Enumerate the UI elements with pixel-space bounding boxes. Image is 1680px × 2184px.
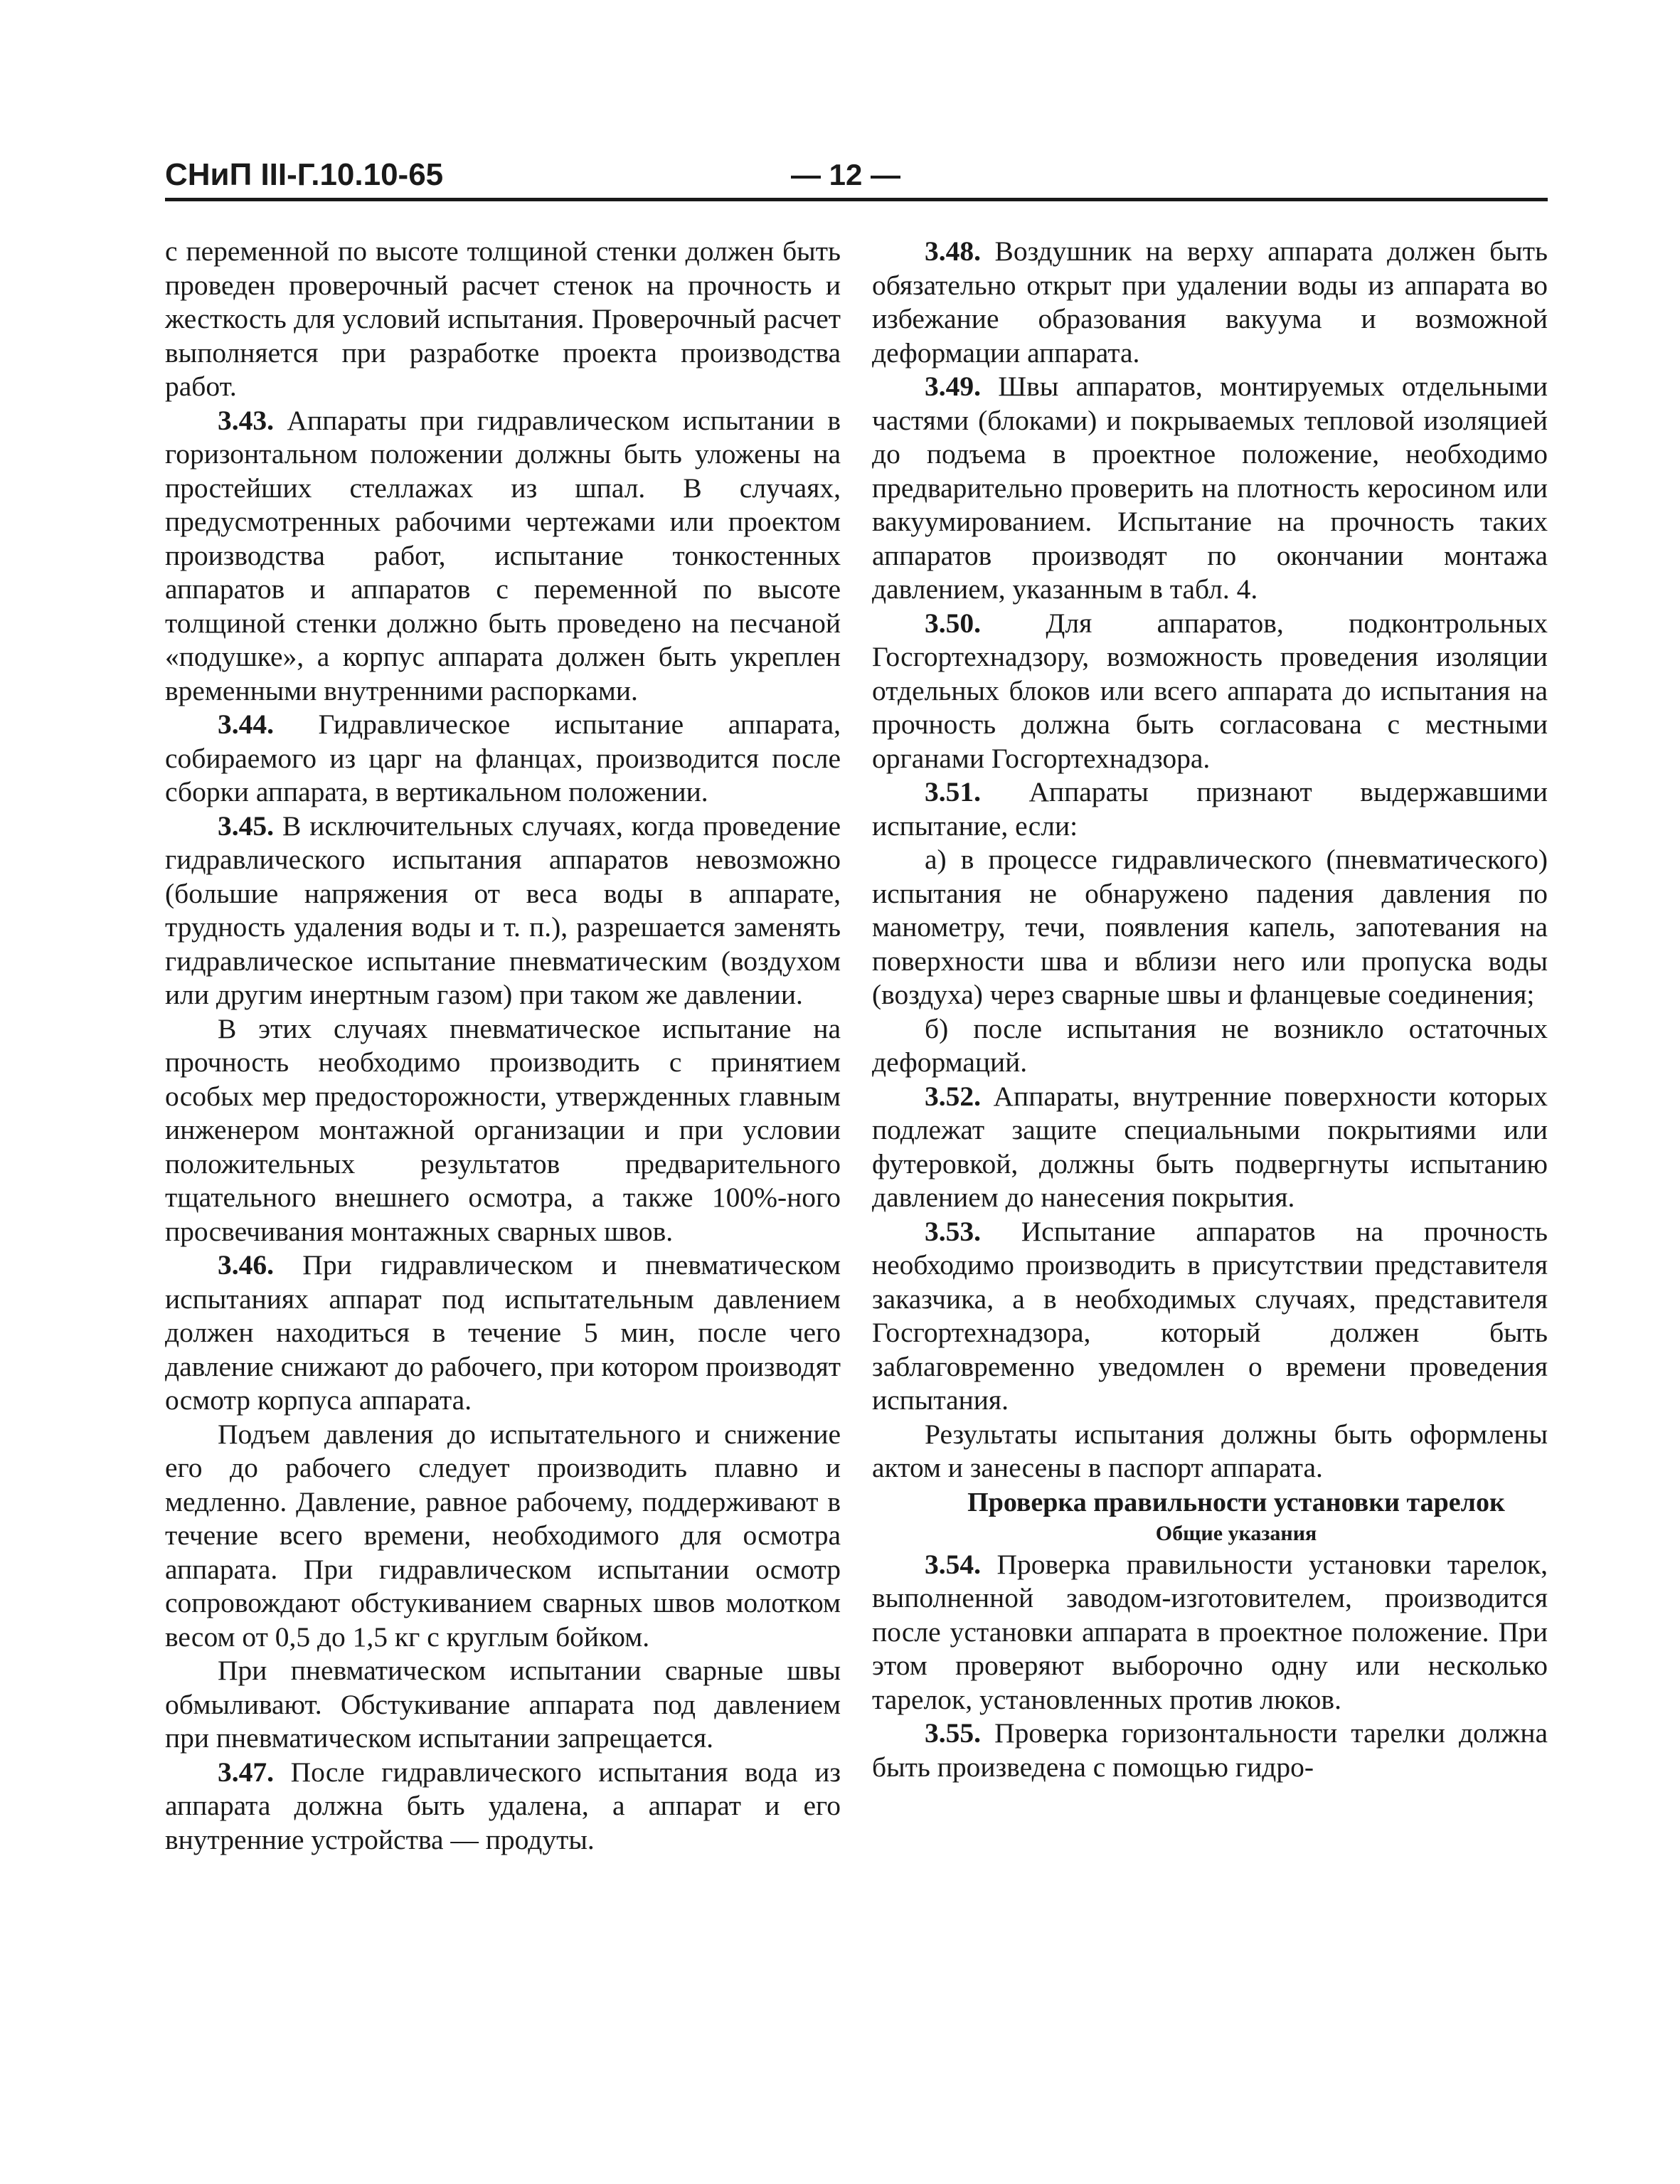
paragraph-3-48: 3.48. Воздушник на верху аппарата должен быть обязательно открыт при удалении воды из аппарата во избежание образования вакуума и возможной деформации аппарата. bbox=[872, 235, 1548, 369]
paragraph-3-44: 3.44. Гидравлическое испытание аппарата, собираемого из царг на фланцах, производится после сборки аппарата, в вертикальном положении. bbox=[165, 709, 841, 807]
clause-number: 3.45. bbox=[218, 810, 274, 842]
header-rule bbox=[165, 198, 1548, 201]
paragraph-3-55: 3.55. Проверка горизонтальности тарелки должна быть произведена с помощью гидро- bbox=[872, 1717, 1548, 1783]
left-column bbox=[165, 235, 841, 1857]
clause-number: 3.46. bbox=[218, 1249, 274, 1281]
paragraph: Результаты испытания должны быть оформлены актом и занесены в паспорт аппарата. bbox=[872, 1418, 1548, 1483]
right-column bbox=[872, 235, 1548, 1784]
paragraph-3-45: 3.45. В исключительных случаях, когда проведение гидравлического испытания аппаратов невозможно (большие напряжения от веса воды в аппарате, трудность удаления воды и т. п.), разрешается заменять гидравлическое испытание пневматическим (воздухом или другим инертным газом) при таком же давлении. bbox=[165, 810, 841, 1010]
clause-number: 3.54. bbox=[925, 1548, 981, 1580]
clause-number: 3.50. bbox=[925, 607, 981, 639]
paragraph-3-53: 3.53. Испытание аппаратов на прочность необходимо производить в присутствии представителя заказчика, а в необходимых случаях, представителя Госгортехнадзора, который должен быть заблаговременно уведомлен о времени проведения испытания. bbox=[872, 1215, 1548, 1416]
clause-number: 3.43. bbox=[218, 404, 274, 436]
paragraph-3-46: 3.46. При гидравлическом и пневматическом испытаниях аппарат под испытательным давлением должен находиться в течение 5 мин, после чего давление снижают до рабочего, при котором производят осмотр корпуса аппарата. bbox=[165, 1249, 841, 1416]
paragraph: В этих случаях пневматическое испытание на прочность необходимо производить с принятием особых мер предосторожности, утвержденных главным инженером монтажной организации и при условии положительных результатов предварительного тщательного внешнего осмотра, а также 100%-ного просвечивания монтажных сварных швов. bbox=[165, 1012, 841, 1247]
paragraph-3-52: 3.52. Аппараты, внутренние поверхности которых подлежат защите специальными покрытиями или футеровкой, должны быть подвергнуты испытанию давлением до нанесения покрытия. bbox=[872, 1080, 1548, 1213]
paragraph-3-43: 3.43. Аппараты при гидравлическом испытании в горизонтальном положении должны быть уложены на простейших стеллажах из шпал. В случаях, предусмотренных рабочими чертежами или проектом производства работ, испытание тонкостенных аппаратов и аппаратов с переменной по высоте толщиной стенки должно быть проведено на песчаной «подушке», а корпус аппарата должен быть укреплен временными внутренними распорками. bbox=[165, 404, 841, 706]
paragraph: Подъем давления до испытательного и снижение его до рабочего следует производить плавно и медленно. Давление, равное рабочему, поддерживают в течение всего времени, необходимого для осмотра аппарата. При гидравлическом испытании осмотр сопровождают обстукиванием сварных швов молотком весом от 0,5 до 1,5 кг с круглым бойком. bbox=[165, 1418, 841, 1653]
document-code: СНиП III-Г.10.10-65 bbox=[165, 157, 444, 192]
list-item-a: а) в процессе гидравлического (пневматического) испытания не обнаружено падения давления по манометру, течи, появления капель, запотевания на поверхности шва и вблизи него или пропуска воды (воздуха) через сварные швы и фланцевые соединения; bbox=[872, 844, 1548, 1010]
clause-number: 3.52. bbox=[925, 1080, 981, 1112]
paragraph-3-50: 3.50. Для аппаратов, подконтрольных Госгортехнадзору, возможность проведения изоляции отдельных блоков или всего аппарата до испытания на прочность должна быть согласована с местными органами Госгортехнадзора. bbox=[872, 607, 1548, 774]
paragraph-3-49: 3.49. Швы аппаратов, монтируемых отдельными частями (блоками) и покрываемых тепловой изоляцией до подъема в проектное положение, необходимо предварительно проверить на плотность керосином или вакуумированием. Испытание на прочность таких аппаратов производят по окончании монтажа давлением, указанным в табл. 4. bbox=[872, 371, 1548, 605]
paragraph-3-51: 3.51. Аппараты признают выдержавшими испытание, если: bbox=[872, 776, 1548, 842]
clause-number: 3.49. bbox=[925, 371, 981, 402]
page-header bbox=[165, 155, 1548, 201]
clause-number: 3.48. bbox=[925, 235, 981, 267]
clause-number: 3.44. bbox=[218, 709, 274, 740]
clause-number: 3.51. bbox=[925, 776, 981, 807]
clause-number: 3.53. bbox=[925, 1215, 981, 1247]
page-number: — 12 — bbox=[791, 158, 901, 191]
paragraph: При пневматическом испытании сварные швы обмыливают. Обстукивание аппарата под давлением при пневматическом испытании запрещается. bbox=[165, 1655, 841, 1754]
section-heading: Проверка правильности установки тарелок bbox=[967, 1487, 1505, 1517]
paragraph: с переменной по высоте толщиной стенки должен быть проведен проверочный расчет стенок на прочность и жесткость для условий испытания. Проверочный расчет выполняется при разработке проекта производства работ. bbox=[165, 235, 841, 402]
paragraph-3-54: 3.54. Проверка правильности установки тарелок, выполненной заводом-изготовителем, производится после установки аппарата в проектное положение. При этом проверяют выборочно одну или несколько тарелок, установленных против люков. bbox=[872, 1548, 1548, 1715]
list-item-b: б) после испытания не возникло остаточных деформаций. bbox=[872, 1012, 1548, 1078]
paragraph-3-47: 3.47. После гидравлического испытания вода из аппарата должна быть удалена, а аппарат и его внутренние устройства — продуты. bbox=[165, 1756, 841, 1855]
clause-number: 3.47. bbox=[218, 1756, 274, 1788]
subsection-heading: Общие указания bbox=[1155, 1521, 1317, 1545]
clause-number: 3.55. bbox=[925, 1717, 981, 1749]
